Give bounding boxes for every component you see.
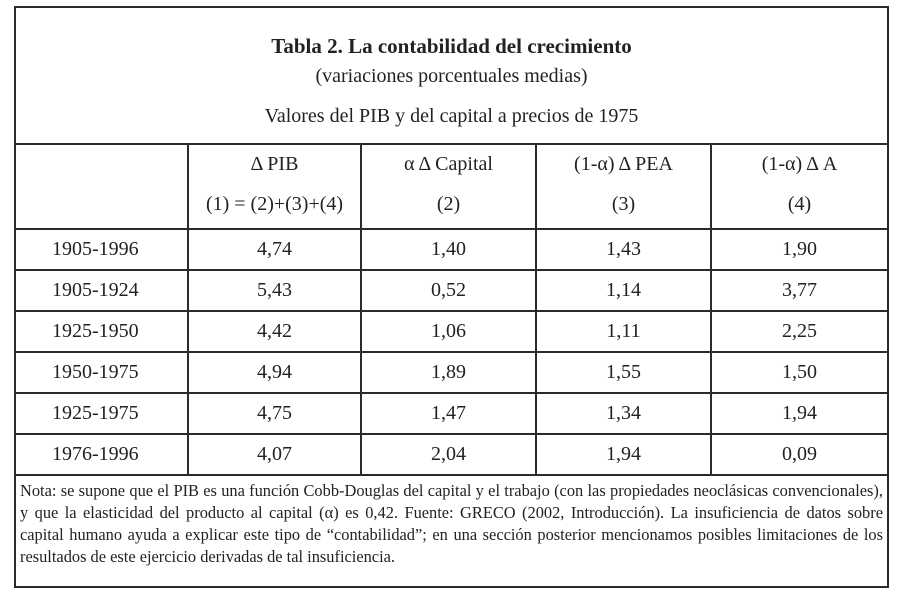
header-code: (3) <box>611 193 636 215</box>
table-cell: 1,34 <box>536 393 711 434</box>
period-label: 1925-1975 <box>16 393 188 434</box>
table-title: Tabla 2. La contabilidad del crecimiento <box>271 34 632 58</box>
period-label: 1905-1996 <box>16 229 188 270</box>
header-symbol: (1-α) Δ A <box>761 153 838 175</box>
header-symbol: α Δ Capital <box>404 153 493 175</box>
header-symbol: Δ PIB <box>250 153 299 175</box>
table-cell: 1,94 <box>711 393 887 434</box>
table-cell: 1,89 <box>361 352 536 393</box>
table-cell: 4,94 <box>188 352 361 393</box>
table-cell: 1,94 <box>536 434 711 475</box>
table-cell: 1,14 <box>536 270 711 311</box>
table-cell: 1,06 <box>361 311 536 352</box>
table-cell: 0,52 <box>361 270 536 311</box>
table-row <box>16 352 887 393</box>
table-note: Nota: se supone que el PIB es una función Cobb-Douglas del capital y el trabajo (con las propiedades neoclásicas convencionales), y que la elasticidad del producto al capital (α) es 0,42. Fuente: GRECO (2002, Introducción). La insuficiencia de datos sobre capital humano ayuda a explicar este tipo de “contabilidad”; en una sección posterior mencionamos posibles limitaciones de los resultados de este ejercicio derivadas de tal insuficiencia. <box>20 481 883 566</box>
header-cell <box>711 145 887 229</box>
period-label: 1950-1975 <box>16 352 188 393</box>
table-cell: 3,77 <box>711 270 887 311</box>
period-label: 1905-1924 <box>16 270 188 311</box>
header-code: (4) <box>787 193 812 215</box>
table-cell: 4,42 <box>188 311 361 352</box>
header-cell <box>188 145 361 229</box>
header-cell <box>536 145 711 229</box>
table-row <box>16 434 887 475</box>
table-cell: 4,07 <box>188 434 361 475</box>
table-cell: 1,47 <box>361 393 536 434</box>
table-row <box>16 270 887 311</box>
table-cell: 1,40 <box>361 229 536 270</box>
table-row <box>16 311 887 352</box>
table-cell: 1,90 <box>711 229 887 270</box>
header-cell <box>361 145 536 229</box>
table-frame <box>14 6 889 588</box>
table-cell: 0,09 <box>711 434 887 475</box>
table-row <box>16 393 887 434</box>
table-cell: 1,50 <box>711 352 887 393</box>
period-label: 1925-1950 <box>16 311 188 352</box>
column-header-row <box>16 145 887 229</box>
header-period-cell <box>16 145 188 229</box>
table-cell: 2,25 <box>711 311 887 352</box>
table-row <box>16 229 887 270</box>
table-subtitle: (variaciones porcentuales medias) <box>315 65 588 87</box>
table-header-block <box>16 8 887 145</box>
table-cell: 1,55 <box>536 352 711 393</box>
table-cell: 1,11 <box>536 311 711 352</box>
table-cell: 4,75 <box>188 393 361 434</box>
growth-accounting-table <box>16 145 887 476</box>
header-code: (2) <box>436 193 461 215</box>
header-code: (1) = (2)+(3)+(4) <box>205 193 344 215</box>
table-cell: 1,43 <box>536 229 711 270</box>
table-subtitle-prices: Valores del PIB y del capital a precios de 1975 <box>264 105 639 127</box>
table-cell: 5,43 <box>188 270 361 311</box>
period-label: 1976-1996 <box>16 434 188 475</box>
table-cell: 4,74 <box>188 229 361 270</box>
header-symbol: (1-α) Δ PEA <box>574 153 673 175</box>
table-cell: 2,04 <box>361 434 536 475</box>
